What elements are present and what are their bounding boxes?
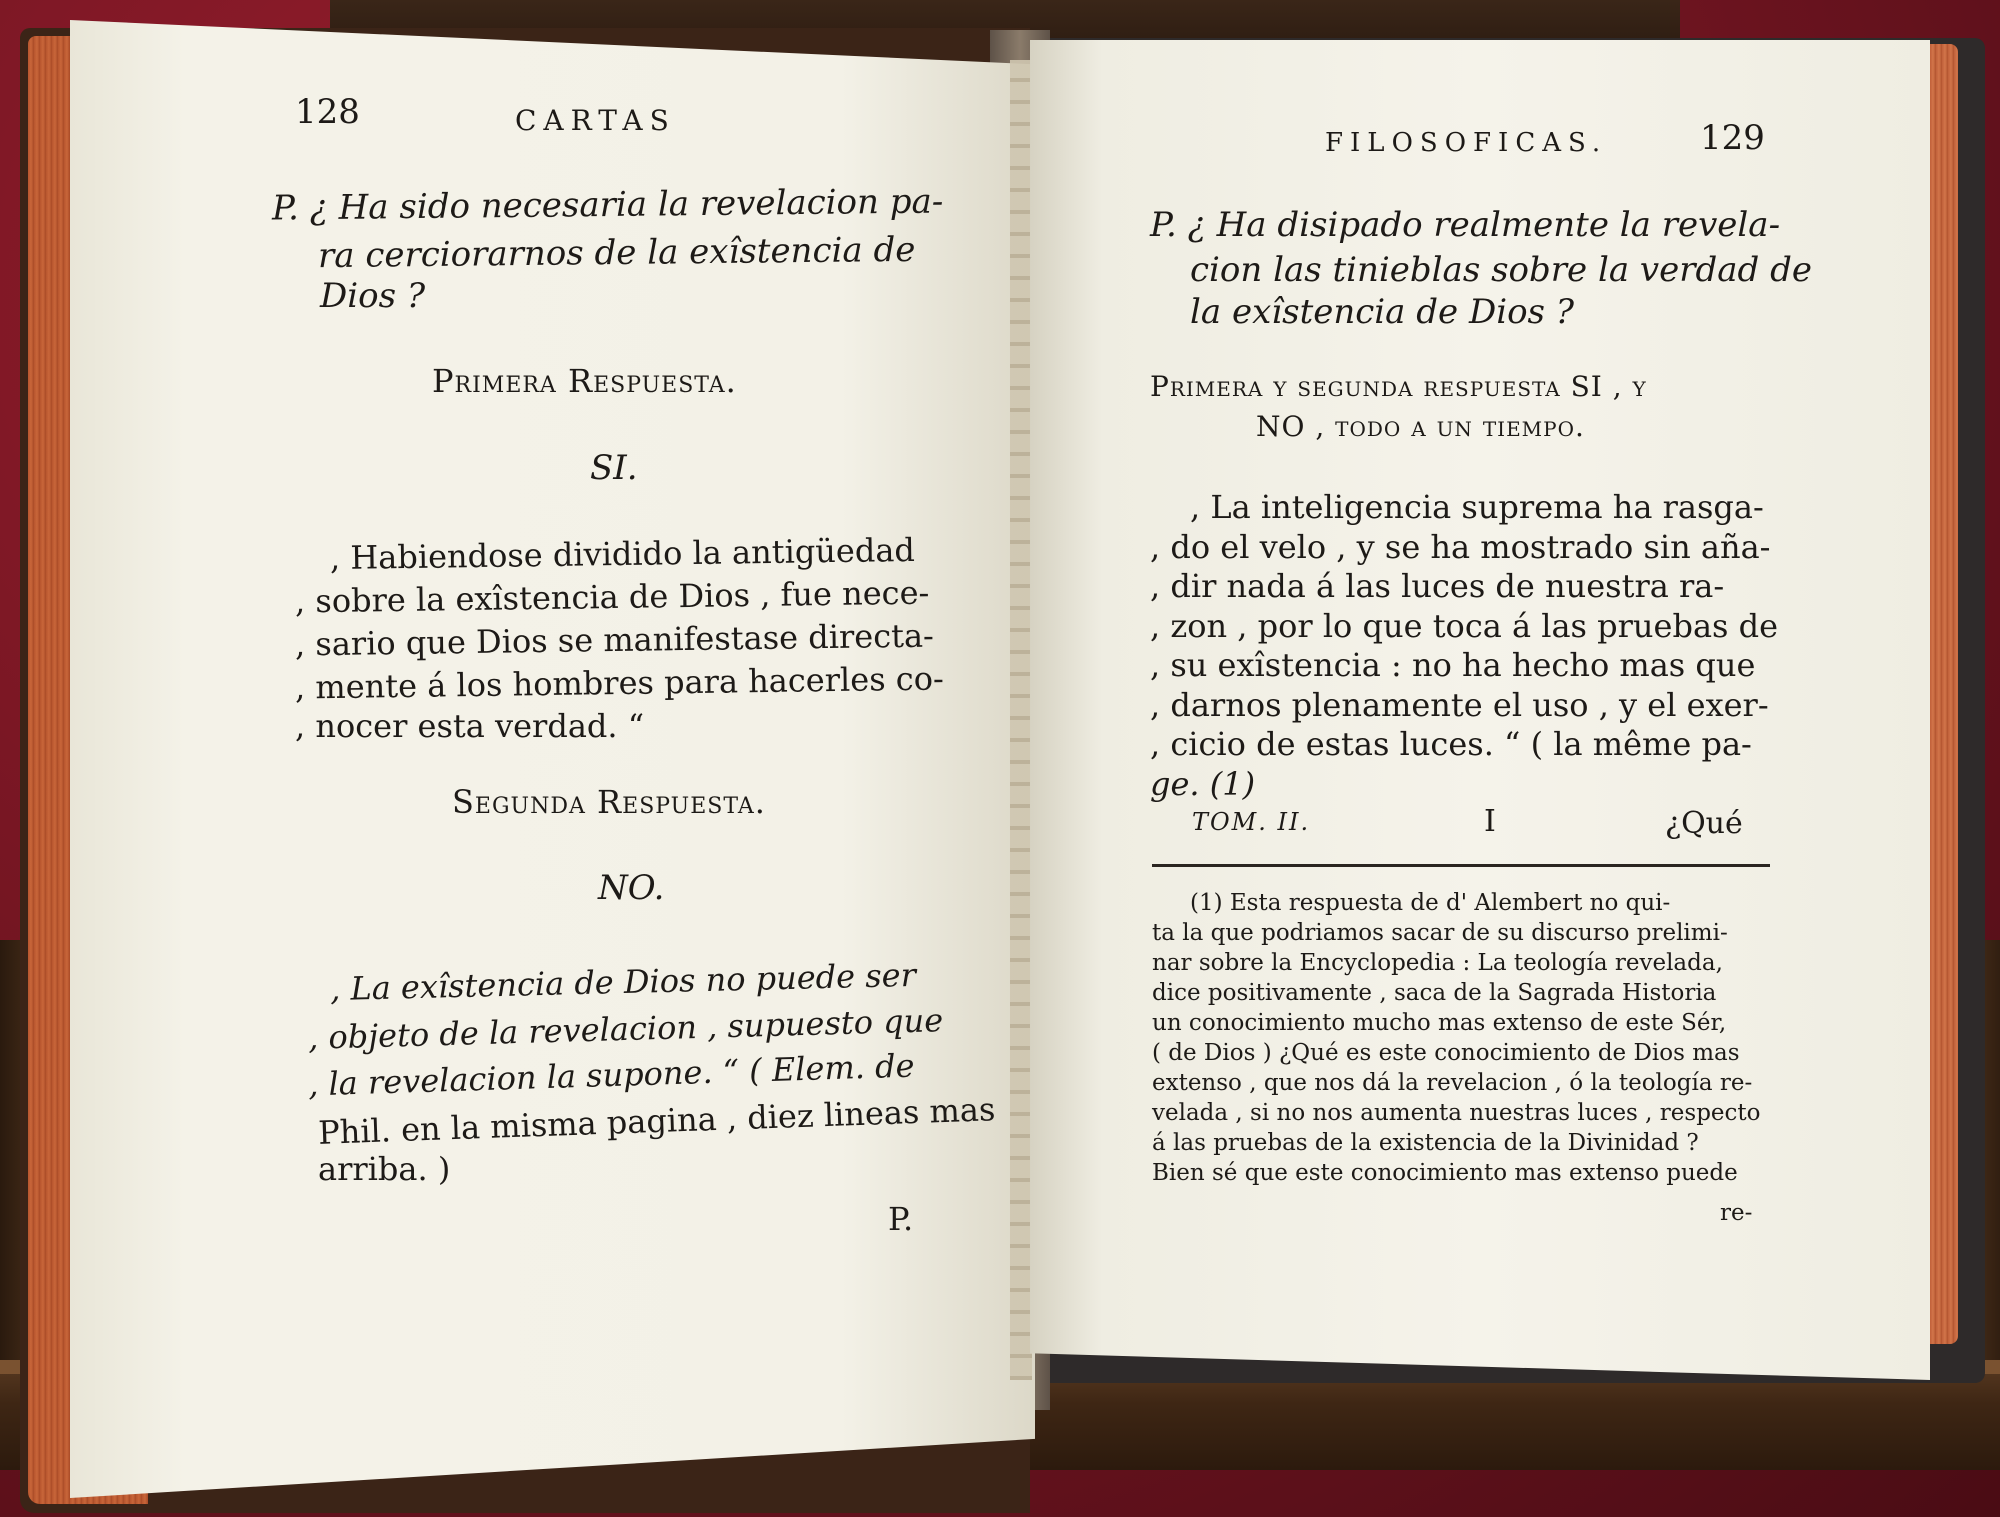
footnote-line-7: extenso , que nos dá la revelacion , ó la teología re- bbox=[1152, 1070, 1753, 1096]
right-answer-line-5: , su exîstencia : no ha hecho mas que bbox=[1150, 646, 1756, 684]
right-answer-line-6: , darnos plenamente el uso , y el exer- bbox=[1150, 686, 1769, 724]
right-answer-line-4: , zon , por lo que toca á las pruebas de bbox=[1150, 607, 1779, 645]
right-answer-heading-line-1: Primera y segunda respuesta SI , y bbox=[1150, 370, 1647, 403]
left-second-answer-line-2: , objeto de la revelacion , supuesto que bbox=[307, 1001, 944, 1057]
left-second-answer-line-5: arriba. ) bbox=[318, 1150, 451, 1188]
right-question-line-1: P. ¿ Ha disipado realmente la revela- bbox=[1150, 205, 1781, 245]
left-first-answer-line-2: , sobre la exîstencia de Dios , fue nece- bbox=[294, 573, 930, 621]
footnote-line-9: á las pruebas de la existencia de la Divinidad ? bbox=[1152, 1130, 1699, 1156]
footnote-line-5: un conocimiento mucho mas extenso de este Sér, bbox=[1152, 1010, 1727, 1036]
left-page-number: 128 bbox=[295, 92, 360, 132]
right-answer-line-3: , dir nada á las luces de nuestra ra- bbox=[1150, 567, 1725, 605]
footnote-line-4: dice positivamente , saca de la Sagrada Historia bbox=[1152, 980, 1717, 1006]
left-first-answer-line-4: , mente á los hombres para hacerles co- bbox=[294, 659, 945, 707]
left-first-answer-line-3: , sario que Dios se manifestase directa- bbox=[294, 616, 935, 664]
footnote-rule bbox=[1152, 864, 1770, 867]
right-question-line-3: la exîstencia de Dios ? bbox=[1190, 292, 1575, 332]
footnote-line-10: Bien sé que este conocimiento mas extenso puede bbox=[1152, 1160, 1738, 1186]
footnote-line-1: (1) Esta respuesta de d' Alembert no qui- bbox=[1190, 890, 1671, 916]
left-catchword: P. bbox=[888, 1200, 914, 1238]
footnote-line-8: velada , si no nos aumenta nuestras luces , respecto bbox=[1152, 1100, 1761, 1126]
right-answer-line-1: , La inteligencia suprema ha rasga- bbox=[1190, 488, 1764, 526]
left-second-answer-word: NO. bbox=[598, 868, 665, 908]
right-signature-mark: I bbox=[1484, 804, 1496, 839]
right-question-line-2: cion las tinieblas sobre la verdad de bbox=[1190, 250, 1812, 290]
left-question-line-1: P. ¿ Ha sido necesaria la revelacion pa- bbox=[271, 181, 944, 229]
footnote-catchword: re- bbox=[1720, 1200, 1753, 1226]
right-signature-volume: TOM. II. bbox=[1192, 808, 1311, 836]
right-catchword: ¿Qué bbox=[1665, 806, 1743, 841]
footnote-line-6: ( de Dios ) ¿Qué es este conocimiento de Dios mas bbox=[1152, 1040, 1740, 1066]
left-first-answer-line-5: , nocer esta verdad. “ bbox=[295, 707, 645, 745]
right-answer-line-2: , do el velo , y se ha mostrado sin aña- bbox=[1150, 528, 1771, 566]
right-answer-heading-line-2: NO , todo a un tiempo. bbox=[1256, 410, 1585, 443]
left-question-line-3: Dios ? bbox=[320, 276, 426, 316]
binding-thread bbox=[1010, 60, 1032, 1380]
left-second-answer-line-4: Phil. en la misma pagina , diez lineas mas bbox=[317, 1090, 996, 1152]
left-question-line-2: ra cerciorarnos de la exîstencia de bbox=[317, 229, 916, 277]
footnote-line-2: ta la que podriamos sacar de su discurso prelimi- bbox=[1152, 920, 1728, 946]
left-first-answer-word: SI. bbox=[590, 448, 638, 488]
left-second-answer-line-1: , La exîstencia de Dios no puede ser bbox=[329, 955, 917, 1009]
right-page-number: 129 bbox=[1700, 118, 1765, 158]
left-running-head: CARTAS bbox=[515, 104, 676, 137]
footnote-line-3: nar sobre la Encyclopedia : La teología revelada, bbox=[1152, 950, 1723, 976]
right-running-head: FILOSOFICAS. bbox=[1325, 128, 1608, 158]
left-second-answer-line-3: , la revelacion la supone. “ ( Elem. de bbox=[307, 1046, 916, 1104]
right-answer-line-7: , cicio de estas luces. “ ( la même pa- bbox=[1150, 725, 1752, 763]
left-first-answer-line-1: , Habiendose dividido la antigüedad bbox=[329, 530, 916, 578]
left-second-answer-heading: Segunda Respuesta. bbox=[452, 783, 766, 821]
right-answer-line-8: ge. (1) bbox=[1150, 765, 1256, 803]
left-first-answer-heading: Primera Respuesta. bbox=[432, 362, 737, 400]
